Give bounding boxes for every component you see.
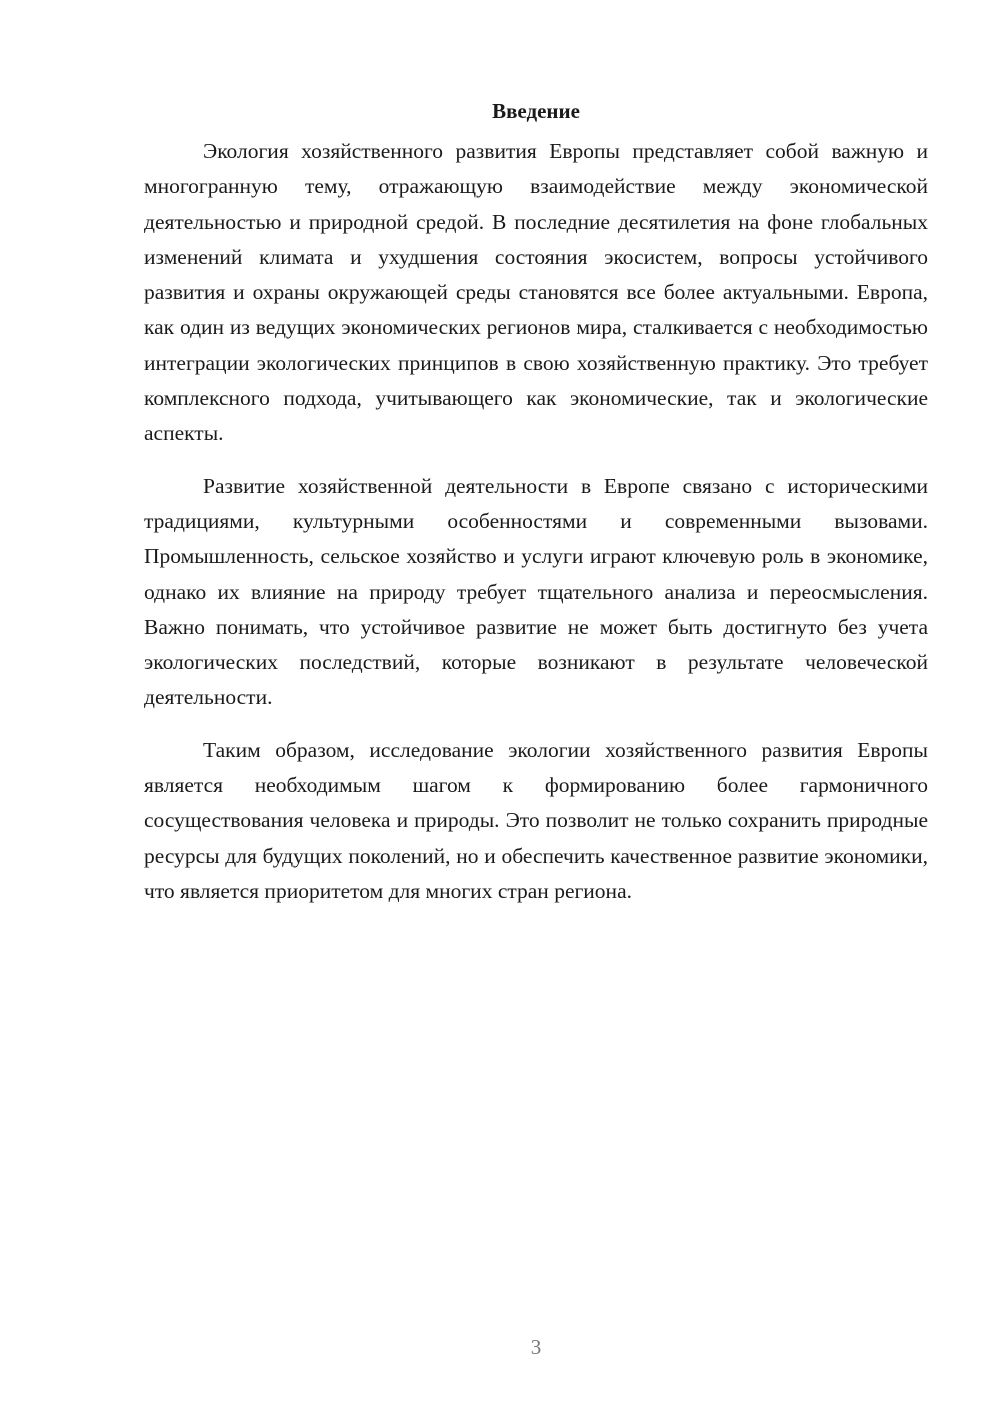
- paragraph-3: Таким образом, исследование экологии хозяйственного развития Европы является необходимым шагом к формированию более гармоничного сосуществования человека и природы. Это позволит не только сохранить природные ресурсы для будущих поколений, но и обеспечить качественное развитие экономики, что является приоритетом для многих стран региона.: [144, 737, 928, 903]
- paragraph-1: Экология хозяйственного развития Европы представляет собой важную и многогранную тему, отражающую взаимодействие между экономической деятельностью и природной средой. В последние десятилетия на фоне глобальных изменений климата и ухудшения состояния экосистем, вопросы устойчивого развития и охраны окружающей среды становятся все более актуальными. Европа, как один из ведущих экономических регионов мира, сталкивается с необходимостью интеграции экологических принципов в свою хозяйственную практику. Это требует комплексного подхода, учитывающего как экономические, так и экологические аспекты.: [144, 139, 928, 446]
- page-number: 3: [530, 1335, 542, 1359]
- page-content: [144, 96, 928, 926]
- section-heading: Введение: [492, 99, 580, 123]
- paragraph-2: Развитие хозяйственной деятельности в Европе связано с историческими традициями, культурными особенностями и современными вызовами. Промышленность, сельское хозяйство и услуги играют ключевую роль в экономике, однако их влияние на природу требует тщательного анализа и переосмысления. Важно понимать, что устойчивое развитие не может быть достигнуто без учета экологических последствий, которые возникают в результате человеческой деятельности.: [144, 473, 928, 710]
